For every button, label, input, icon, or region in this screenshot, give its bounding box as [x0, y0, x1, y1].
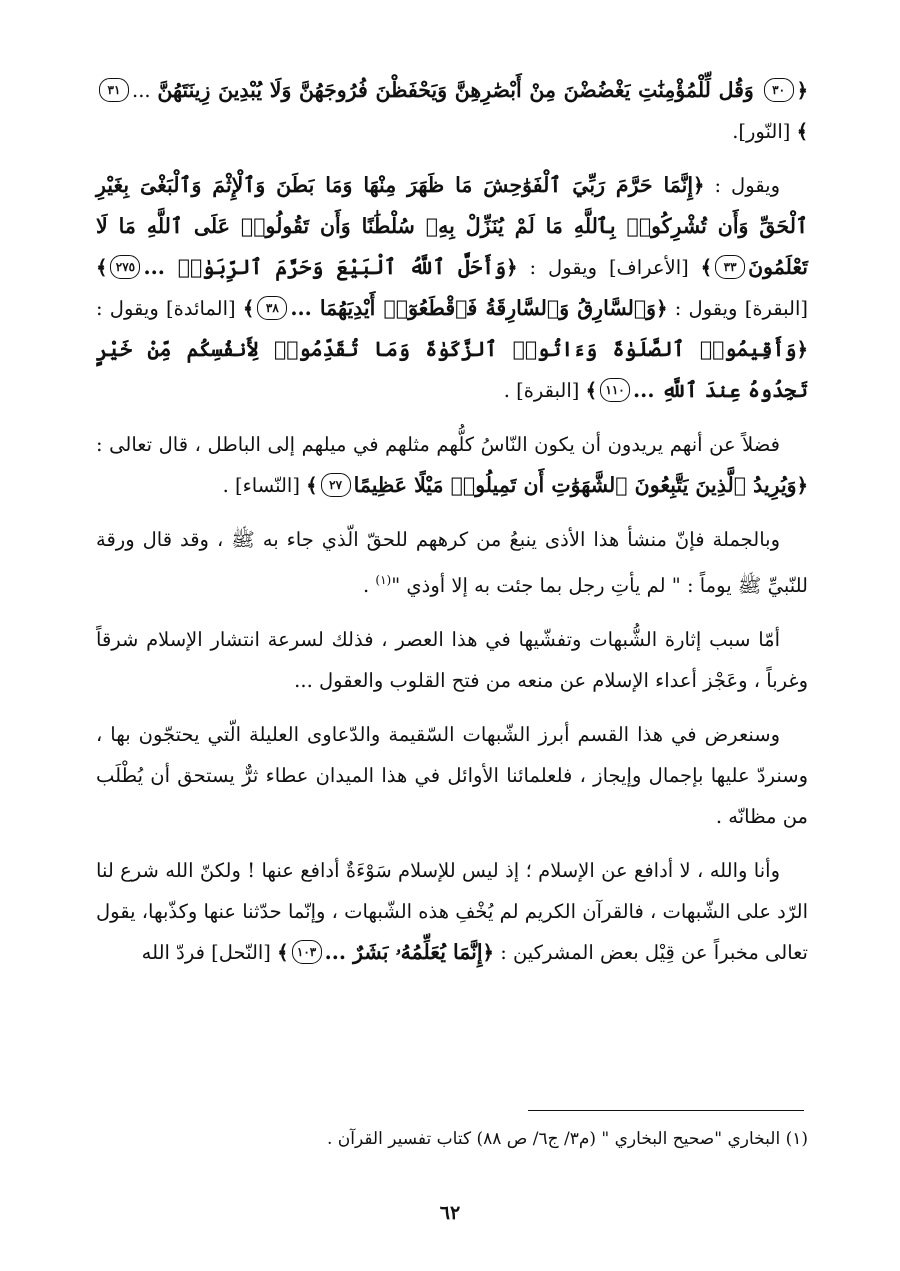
ellipsis: ...: [132, 79, 151, 102]
footnote-divider: [528, 1110, 804, 1111]
paragraph-2: ويقول : ﴿إِنَّمَا حَرَّمَ رَبِّيَ ٱلْفَوَٰحِشَ مَا ظَهَرَ مِنْهَا وَمَا بَطَنَ وَٱلْإِثْمَ وَٱلْبَغْىَ بِغَيْرِ ٱلْحَقِّ وَأَن تُشْرِكُوا۟ بِٱللَّهِ مَا لَمْ يُنَزِّلْ بِهِۦ سُلْطَٰنًا وَأَن تَقُولُوا۟ عَلَى ٱللَّهِ مَا لَا تَعْلَمُونَ٣٣﴾ [الأعراف] ويقول : ﴿وَأَحَلَّ ٱللَّهُ ٱلْبَيْعَ وَحَرَّمَ ٱلرِّبَوٰا۟ ...٢٧٥﴾ [البقرة] ويقول : ﴿وَٱلسَّارِقُ وَٱلسَّارِقَةُ فَٱقْطَعُوٓا۟ أَيْدِيَهُمَا ...٣٨﴾ [المائدة] ويقول : ﴿وَأَقِيمُوا۟ ٱلصَّلَوٰةَ وَءَاتُوا۟ ٱلزَّكَوٰةَ وَمَا تُقَدِّمُوا۟ لِأَنفُسِكُم مِّنْ خَيْرٍ تَجِدُوهُ عِندَ ٱللَّهِ ...١١٠﴾ [البقرة] .: [96, 173, 809, 402]
paragraph-3: فضلاً عن أنهم يريدون أن يكون النّاسُ كلُّهم مثلهم في ميلهم إلى الباطل ، قال تعالى : ﴿وَيُرِيدُ ٱلَّذِينَ يَتَّبِعُونَ ٱلشَّهَوَٰتِ أَن تَمِيلُوا۟ مَيْلًا عَظِيمًا٢٧﴾ [النّساء] .: [96, 433, 808, 497]
footnote-marker[interactable]: (١): [375, 573, 392, 587]
paragraph-4: [96, 519, 808, 606]
body-text: وأنا والله ، لا أدافع عن الإسلام ؛ إذ ليس للإسلام سَوْءَةٌ أدافع عنها ! ولكنّ الله شرع لنا الرّد على الشّبهات ، فالقرآن الكريم لم يُخْفِ هذه الشّبهات ، وإنّما حدّثنا عنها وكذّبها، يقول تعالى مخبراً عن قِيْل بعض المشركين :: [96, 859, 808, 964]
body-text: وسنعرض في هذا القسم أبرز الشّبهات السّقيمة والدّعاوى العليلة الّتي يحتجّون بها ، وسنردّ عليها بإجمال وإيجاز ، فلعلمائنا الأوائل في هذا الميدان عطاء ثرٌّ يستحق أن يُطْلَب من مظانّه .: [96, 723, 808, 828]
body-text: .: [363, 574, 376, 597]
ayah-number: ٣١: [99, 78, 129, 102]
surah-reference: [الأعراف]: [608, 256, 689, 279]
page-body: [96, 70, 808, 986]
quran-verse: إِنَّمَا يُعَلِّمُهُۥ بَشَرٌ ...: [324, 940, 483, 964]
ayah-number: ١٠٣: [292, 940, 322, 964]
paragraph-7: وأنا والله ، لا أدافع عن الإسلام ؛ إذ ليس للإسلام سَوْءَةٌ أدافع عنها ! ولكنّ الله شرع لنا الرّد على الشّبهات ، فالقرآن الكريم لم يُخْفِ هذه الشّبهات ، وإنّما حدّثنا عنها وكذّبها، يقول تعالى مخبراً عن قِيْل بعض المشركين : ﴿إِنَّمَا يُعَلِّمُهُۥ بَشَرٌ ...١٠٣﴾ [النّحل] فردّ الله: [96, 859, 808, 964]
ayah-number: ٢٧: [321, 473, 351, 497]
body-text: ويقول :: [674, 297, 738, 320]
surah-reference: [النّساء] .: [222, 474, 300, 497]
body-text: ويقول :: [529, 256, 597, 279]
ayah-number: ٣٨: [257, 296, 287, 320]
ayah-number: ٢٧٥: [110, 255, 140, 279]
surah-reference: [النّحل] فردّ الله: [141, 941, 271, 964]
quran-verse: وَقُل لِّلْمُؤْمِنَٰتِ يَغْضُضْنَ مِنْ أَبْصَٰرِهِنَّ وَيَحْفَظْنَ فُرُوجَهُنَّ وَلَا يُبْدِينَ زِينَتَهُنَّ: [157, 78, 754, 102]
quran-verse: وَأَقِيمُوا۟ ٱلصَّلَوٰةَ وَءَاتُوا۟ ٱلزَّكَوٰةَ وَمَا تُقَدِّمُوا۟ لِأَنفُسِكُم مِّنْ خَيْرٍ تَجِدُوهُ عِندَ ٱللَّهِ ...: [96, 337, 808, 402]
surah-reference: [البقرة] .: [503, 379, 580, 402]
body-text: فضلاً عن أنهم يريدون أن يكون النّاسُ كلُّهم مثلهم في ميلهم إلى الباطل ، قال تعالى :: [96, 433, 780, 456]
body-text: وبالجملة فإنّ منشأ هذا الأذى ينبعُ من كرههم للحقّ الّذي جاء به ﷺ ، وقد قال ورقة للنّبيِّ ﷺ يوماً : " لم يأتِ رجل بما جئت به إلا أوذي ": [96, 528, 808, 597]
ayah-number: ٣٣: [715, 255, 745, 279]
body-text: ويقول :: [96, 297, 159, 320]
quran-verse: وَٱلسَّارِقُ وَٱلسَّارِقَةُ فَٱقْطَعُوٓا۟ أَيْدِيَهُمَا ...: [290, 296, 657, 320]
surah-reference: [المائدة]: [165, 297, 236, 320]
surah-reference: [البقرة]: [744, 297, 809, 320]
quran-verse: إِنَّمَا حَرَّمَ رَبِّيَ ٱلْفَوَٰحِشَ مَا ظَهَرَ مِنْهَا وَمَا بَطَنَ وَٱلْإِثْمَ وَٱلْبَغْىَ بِغَيْرِ ٱلْحَقِّ وَأَن تُشْرِكُوا۟ بِٱللَّهِ مَا لَمْ يُنَزِّلْ بِهِۦ سُلْطَٰنًا وَأَن تَقُولُوا۟ عَلَى ٱللَّهِ مَا لَا تَعْلَمُونَ: [96, 173, 808, 279]
ayah-number: ٣٠: [764, 78, 794, 102]
paragraph-1: ﴿٣٠ وَقُل لِّلْمُؤْمِنَٰتِ يَغْضُضْنَ مِنْ أَبْصَٰرِهِنَّ وَيَحْفَظْنَ فُرُوجَهُنَّ وَلَا يُبْدِينَ زِينَتَهُنَّ ...٣١﴾ [النّور].: [96, 70, 808, 152]
quran-verse: وَيُرِيدُ ٱلَّذِينَ يَتَّبِعُونَ ٱلشَّهَوَٰتِ أَن تَمِيلُوا۟ مَيْلًا عَظِيمًا: [353, 473, 797, 497]
body-text: أمّا سبب إثارة الشُّبهات وتفشّيها في هذا العصر ، فذلك لسرعة انتشار الإسلام شرقاً وغرباً ، وعَجْز أعداء الإسلام عن منعه من فتح القلوب والعقول ...: [96, 628, 808, 692]
footnote: (١) البخاري "صحيح البخاري " (م٣/ ج٦/ ص ٨٨) كتاب تفسير القرآن .: [326, 1129, 808, 1149]
page-number: ٦٢: [439, 1202, 461, 1224]
ayah-number: ١١٠: [600, 378, 630, 402]
body-text: ويقول :: [714, 174, 781, 197]
paragraph-6: [96, 714, 808, 837]
paragraph-5: [96, 619, 808, 701]
quran-verse: وَأَحَلَّ ٱللَّهُ ٱلْبَيْعَ وَحَرَّمَ ٱلرِّبَوٰا۟ ...: [143, 255, 507, 279]
surah-reference: [النّور].: [732, 120, 791, 143]
